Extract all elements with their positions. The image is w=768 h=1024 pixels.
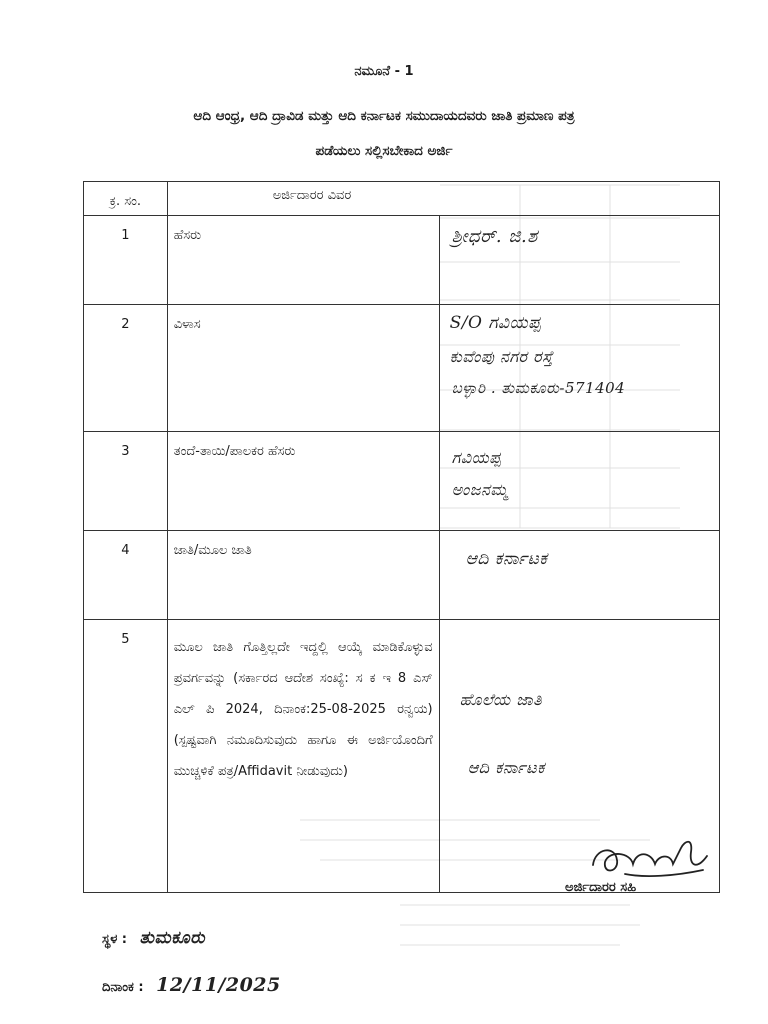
place-field [102,928,205,948]
handwritten-category-line-1: ಹೊಲೆಯ ಜಾತಿ [459,690,543,709]
field-answer-caste [439,531,719,620]
form-number: ನಮೂನೆ - 1 [354,64,414,79]
row-number: 4 [84,531,168,620]
handwritten-address-line-2: ಕುವೆಂಪು ನಗರ ರಸ್ತೆ [449,347,554,366]
field-answer-address [439,305,719,432]
handwritten-mother-name: ಅಂಜನಮ್ಮ [451,480,509,499]
field-label-name: ಹೆಸರು [167,216,439,305]
place-label: ಸ್ಥಳ : [102,932,127,947]
applicant-details-header: ಅರ್ಜಿದಾರರ ವಿವರ [167,182,719,216]
table-row [84,216,720,305]
field-answer-name [439,216,719,305]
applicant-signature-scribble [585,830,715,885]
table-header-row [84,182,720,216]
field-label-caste: ಜಾತಿ/ಮೂಲ ಜಾತಿ [167,531,439,620]
table-row [84,531,720,620]
handwritten-place: ತುಮಕೂರು [139,928,206,948]
field-answer-parents [439,432,719,531]
date-label: ದಿನಾಂಕ : [102,980,144,995]
form-title-line-2: ಪಡೆಯಲು ಸಲ್ಲಿಸಬೇಕಾದ ಅರ್ಜಿ [315,143,453,159]
row-number: 1 [84,216,168,305]
applicant-details-table [83,181,720,893]
handwritten-father-name: ಗವಿಯಪ್ಪ [451,448,502,467]
handwritten-date: 12/11/2025 [156,974,281,996]
field-label-address: ವಿಳಾಸ [167,305,439,432]
table-row [84,305,720,432]
serial-number-header: ಕ್ರ. ಸಂ. [84,182,168,216]
handwritten-address-line-1: S/O ಗವಿಯಪ್ಪ [449,313,541,333]
row-number: 5 [84,620,168,893]
handwritten-address-line-3: ಬಳ್ಳಾರಿ . ತುಮಕೂರು-571404 [451,379,626,397]
row-number: 2 [84,305,168,432]
row-number: 3 [84,432,168,531]
field-label-parents: ತಂದೆ-ತಾಯಿ/ಪಾಲಕರ ಹೆಸರು [167,432,439,531]
applicant-signature-label: ಅರ್ಜಿದಾರರ ಸಹಿ [565,880,637,895]
table-row [84,432,720,531]
form-title-line-1: ಆದಿ ಆಂಧ್ರ, ಆದಿ ದ್ರಾವಿಡ ಮತ್ತು ಆದಿ ಕರ್ನಾಟಕ ಸಮುದಾಯದವರು ಜಾತಿ ಪ್ರಮಾಣ ಪತ್ರ [193,108,575,124]
date-field [102,974,281,996]
handwritten-category-line-2: ಆದಿ ಕರ್ನಾಟಕ [467,758,545,777]
handwritten-caste: ಆದಿ ಕರ್ನಾಟಕ [465,549,548,569]
field-label-category: ಮೂಲ ಜಾತಿ ಗೊತ್ತಿಲ್ಲದೇ ಇದ್ದಲ್ಲಿ ಆಯ್ಕೆ ಮಾಡಿಕೊಳ್ಳುವ ಪ್ರವರ್ಗವನ್ನು (ಸರ್ಕಾರದ ಆದೇಶ ಸಂಖ್ಯೆ: ಸ ಕ ಇ 8 ಎಸ್ ಎಲ್ ಪಿ 2024, ದಿನಾಂಕ:25-08-2025 ರನ್ವಯ) (ಸ್ಪಷ್ಟವಾಗಿ ನಮೂದಿಸುವುದು ಹಾಗೂ ಈ ಅರ್ಜಿಯೊಂದಿಗೆ ಮುಚ್ಚಳಿಕೆ ಪತ್ರ/Affidavit ನೀಡುವುದು) [167,620,439,893]
handwritten-name: ಶ್ರೀಧರ್. ಜಿ.ಶ [451,226,538,247]
